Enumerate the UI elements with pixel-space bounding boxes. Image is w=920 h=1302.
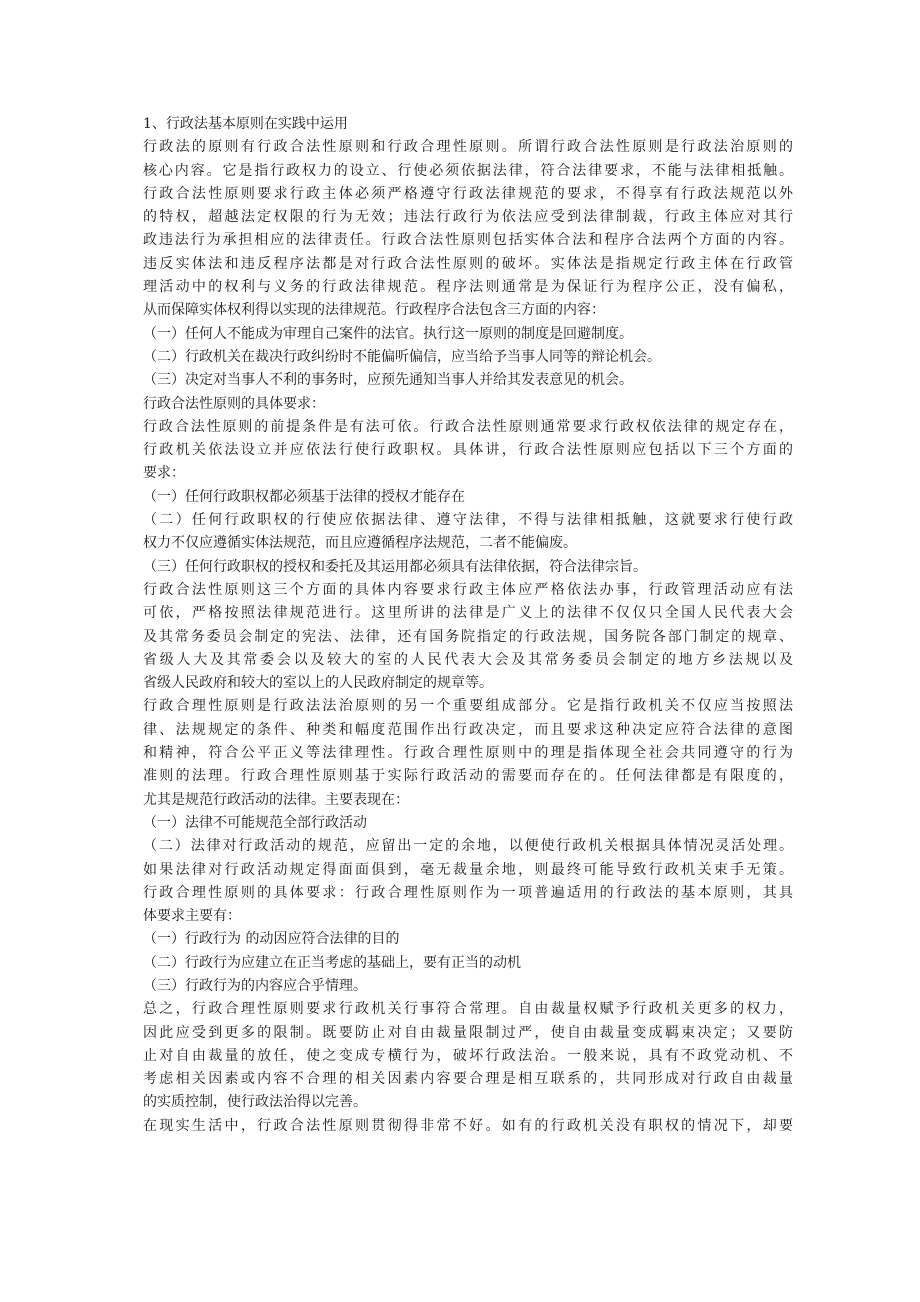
text-line: 律、法规规定的条件、种类和幅度范围作出行政决定，而且要求这种决定应符合法律的意图: [143, 721, 793, 738]
text-line: 核心内容。它是指行政权力的设立、行使必须依据法律，符合法律要求，不能与法律相抵触。: [143, 162, 793, 179]
text-line: 和精神，符合公平正义等法律理性。行政合理性原则中的理是指体现全社会共同遵守的行为: [143, 745, 793, 762]
text-line: 在现实生活中，行政合法性原则贯彻得非常不好。如有的行政机关没有职权的情况下，却要: [143, 1117, 793, 1134]
text-line: 省级人大及其常委会以及较大的室的人民代表大会及其常务委员会制定的地方乡法规以及: [143, 651, 793, 668]
text-line: 总之，行政合理性原则要求行政机关行事符合常理。自由裁量权赋予行政机关更多的权力，: [143, 1001, 793, 1018]
text-line: 行政合法性原则这三个方面的具体内容要求行政主体应严格依法办事，行政管理活动应有法: [143, 581, 793, 598]
list-item: （一）任何行政职权都必须基于法律的授权才能存在: [143, 488, 465, 505]
text-line: 考虑相关因素或内容不合理的相关因素内容要合理是相互联系的，共同形成对行政自由裁量: [143, 1071, 793, 1088]
text-line: 尤其是规范行政活动的法律。主要表现在：: [143, 791, 409, 808]
list-item: （三）任何行政职权的授权和委托及其运用都必须具有法律依据，符合法律宗旨。: [143, 558, 647, 575]
document-body: [143, 113, 793, 1138]
text-line: 行政合法性原则的前提条件是有法可依。行政合法性原则通常要求行政权依法律的规定存在，: [143, 418, 793, 435]
text-line: 可依，严格按照法律规范进行。这里所讲的法律是广义上的法律不仅仅只全国人民代表大会: [143, 605, 793, 622]
text-line: 权力不仅应遵循实体法规范，而且应遵循程序法规范，二者不能偏废。: [143, 535, 577, 552]
text-line: 违反实体法和违反程序法都是对行政合法性原则的破坏。实体法是指规定行政主体在行政管: [143, 255, 793, 272]
list-item: （二）行政行为应建立在正当考虑的基础上，要有正当的动机: [143, 954, 521, 971]
text-line: 行政法的原则有行政合法性原则和行政合理性原则。所谓行政合法性原则是行政法治原则的: [143, 139, 793, 156]
section-heading: 1、行政法基本原则在实践中运用: [143, 116, 348, 132]
text-line: 的实质控制，使行政法治得以完善。: [143, 1094, 367, 1111]
list-item: （一）行政行为 的动因应符合法律的目的: [143, 931, 400, 948]
list-item: （三）决定对当事人不利的事务时，应预先通知当事人并给其发表意见的机会。: [143, 372, 633, 389]
list-item: （二）行政机关在裁决行政纠纷时不能偏听偏信，应当给予当事人同等的辩论机会。: [143, 348, 661, 365]
text-line: 因此应受到更多的限制。既要防止对自由裁量限制过严，使自由裁量变成羁束决定；又要防: [143, 1024, 793, 1041]
list-item: （一）法律不可能规范全部行政活动: [143, 814, 367, 831]
text-line: 如果法律对行政活动规定得面面俱到，毫无裁量余地，则最终可能导致行政机关束手无策。: [143, 861, 793, 878]
text-line: 从而保障实体权利得以实现的法律规范。行政程序合法包含三方面的内容：: [143, 302, 605, 319]
text-line: 的特权，超越法定权限的行为无效；违法行政行为依法应受到法律制裁，行政主体应对其行: [143, 209, 793, 226]
text-line: 行政合理性原则的具体要求：行政合理性原则作为一项普遍适用的行政法的基本原则，其具: [143, 884, 793, 901]
text-line: 行政机关依法设立并应依法行使行政职权。具体讲，行政合法性原则应包括以下三个方面的: [143, 442, 793, 459]
list-item: （二）任何行政职权的行使应依据法律、遵守法律，不得与法律相抵触，这就要求行使行政: [143, 512, 793, 529]
text-line: 行政合法性原则的具体要求：: [143, 395, 325, 412]
text-line: 政违法行为承担相应的法律责任。行政合法性原则包括实体合法和程序合法两个方面的内容。: [143, 232, 793, 249]
text-line: 行政合法性原则要求行政主体必须严格遵守行政法律规范的要求，不得享有行政法规范以外: [143, 185, 793, 202]
text-line: 及其常务委员会制定的宪法、法律，还有国务院指定的行政法规，国务院各部门制定的规章、: [143, 628, 793, 645]
list-item: （三）行政行为的内容应合乎情理。: [143, 977, 367, 994]
text-line: 行政合理性原则是行政法法治原则的另一个重要组成部分。它是指行政机关不仅应当按照法: [143, 698, 793, 715]
text-line: 要求：: [143, 465, 185, 482]
list-item: （二）法律对行政活动的规范，应留出一定的余地，以便使行政机关根据具体情况灵活处理。: [143, 838, 793, 855]
list-item: （一）任何人不能成为审理自己案件的法官。执行这一原则的制度是回避制度。: [143, 325, 633, 342]
text-line: 理活动中的权利与义务的行政法律规范。程序法则通常是为保证行为程序公正，没有偏私，: [143, 279, 793, 296]
text-line: 省级人民政府和较大的室以上的人民政府制定的规章等。: [143, 675, 493, 692]
text-line: 体要求主要有：: [143, 908, 241, 925]
text-line: 止对自由裁量的放任，使之变成专横行为，破坏行政法治。一般来说，具有不政党动机、不: [143, 1047, 793, 1064]
text-line: 准则的法理。行政合理性原则基于实际行政活动的需要而存在的。任何法律都是有限度的，: [143, 768, 793, 785]
